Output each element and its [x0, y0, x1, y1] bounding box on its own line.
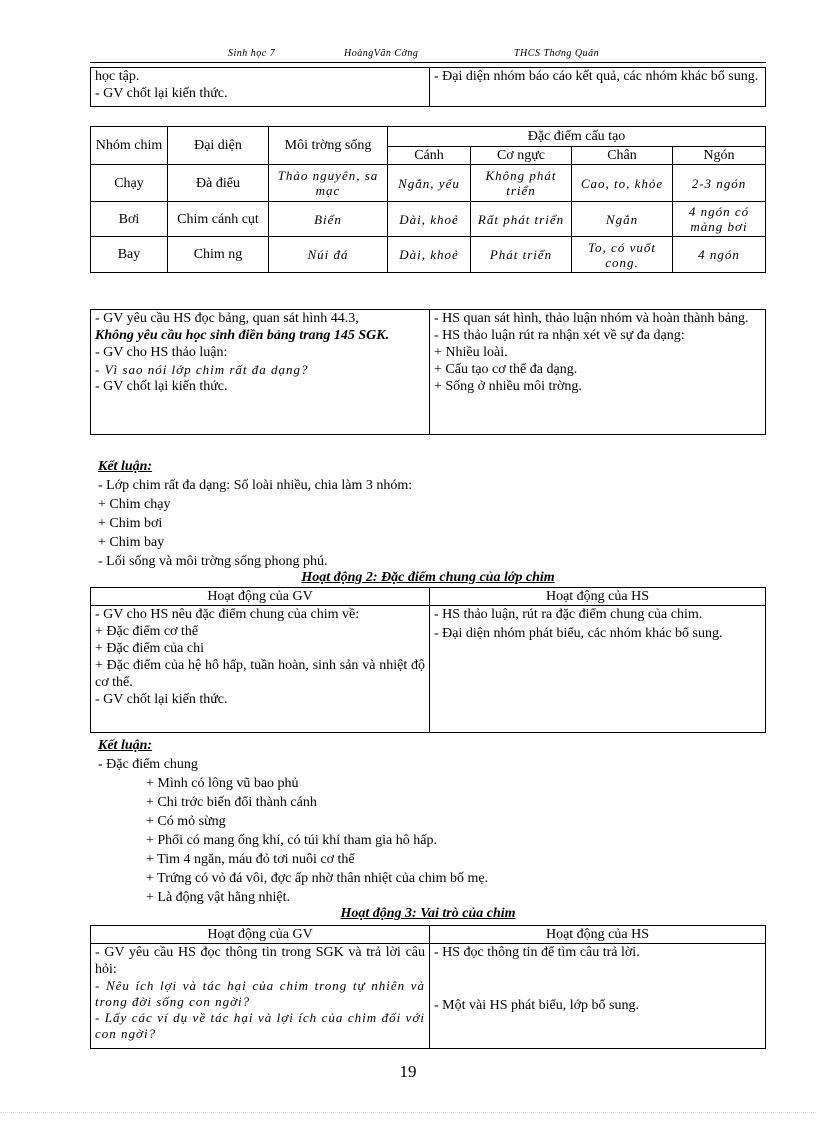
list-item: + Tim 4 ngăn, máu đỏ tơi nuôi cơ thể — [146, 852, 355, 867]
text-line: - HS thảo luận rút ra nhận xét về sự đa dạng: — [434, 328, 685, 343]
text-line: - HS quan sát hình, thảo luận nhóm và hoàn thành bảng. — [434, 311, 749, 326]
text-line: - HS đọc thông tin để tìm câu trả lời. — [434, 945, 640, 960]
activity3-table — [90, 925, 766, 1049]
text-line: + Nhiều loài. — [434, 345, 508, 360]
header-school: THCS Thơng Quán — [514, 48, 600, 59]
activity2-student-cell — [430, 606, 766, 733]
activity2-table — [90, 587, 766, 733]
col-header-toe: Ngón — [673, 147, 766, 165]
activity3-teacher-cell — [91, 944, 430, 1049]
text-line: - Đại diện nhóm phát biểu, các nhóm khác bổ sung. — [434, 626, 723, 641]
cell-rep: Chim cánh cụt — [168, 202, 269, 237]
list-item: + Có mỏ sừng — [146, 814, 226, 829]
continuation-left-line: - GV chốt lại kiến thức. — [95, 86, 228, 101]
cell-leg: Cao, to, khỏe — [572, 165, 673, 202]
cell-env: Núi đá — [269, 237, 388, 273]
question-line: - Lấy các ví dụ về tác hại và lợi ích của chim đối với con ngời? — [95, 1010, 425, 1041]
activity3-student-cell — [430, 944, 766, 1049]
activity2-title: Hoạt động 2: Đặc điểm chung của lớp chim — [301, 570, 555, 585]
col-header-gv: Hoạt động của GV — [91, 588, 430, 606]
text-line: + Cấu tạo cơ thể đa dạng. — [434, 362, 578, 377]
continuation-table — [90, 67, 766, 107]
cell-chest: Phát triển — [471, 237, 572, 273]
activity2-teacher-cell — [91, 606, 430, 733]
table-row — [91, 165, 766, 202]
cell-toe: 4 ngón — [673, 237, 766, 273]
cell-toe: 4 ngón có màng bơi — [673, 202, 766, 237]
text-line: - GV yêu cầu HS đọc bảng, quan sát hình 44.3, — [95, 311, 359, 326]
question-line: - Nêu ích lợi và tác hại của chim trong tự nhiên và trong đời sống con ngời? — [95, 978, 425, 1009]
continuation-right-cell: - Đại diện nhóm báo cáo kết quả, các nhóm khác bổ sung. — [430, 68, 766, 107]
page-header — [90, 46, 766, 63]
list-item: + Chim bơi — [98, 516, 163, 531]
col-header-group: Nhóm chim — [91, 127, 168, 165]
activity1-table — [90, 309, 766, 435]
conclusion2-intro: - Đặc điểm chung — [98, 757, 198, 772]
list-item: - Lớp chim rất đa dạng: Số loài nhiều, chia làm 3 nhóm: — [98, 478, 413, 493]
text-line: - GV cho HS nêu đặc điểm chung của chim về: — [95, 607, 360, 622]
list-item: + Trứng có vỏ đá vôi, đợc ấp nhờ thân nhiệt của chim bố mẹ. — [146, 871, 489, 886]
page-bottom-divider — [0, 1112, 816, 1113]
text-line: - GV yêu cầu HS đọc thông tin trong SGK và trả lời câu hỏi: — [95, 945, 425, 977]
col-header-rep: Đại diện — [168, 127, 269, 165]
cell-rep: Đà điểu — [168, 165, 269, 202]
table-row — [91, 202, 766, 237]
list-item: + Chim chạy — [98, 497, 171, 512]
list-item: + Chi trớc biến đổi thành cánh — [146, 795, 317, 810]
text-line: + Đặc điểm của hệ hô hấp, tuần hoàn, sinh sản và nhiệt độ cơ thể. — [95, 658, 425, 690]
cell-group: Bay — [91, 237, 168, 273]
conclusion2-list — [146, 774, 488, 907]
text-line: - Một vài HS phát biểu, lớp bổ sung. — [434, 998, 639, 1013]
text-line: + Đặc điểm cơ thể — [95, 624, 199, 639]
header-subject: Sinh học 7 — [228, 48, 276, 59]
cell-group: Chạy — [91, 165, 168, 202]
text-line: - GV chốt lại kiến thức. — [95, 692, 228, 707]
cell-wing: Dài, khoẻ — [388, 237, 471, 273]
cell-leg: To, có vuốt cong. — [572, 237, 673, 273]
col-header-leg: Chân — [572, 147, 673, 165]
cell-rep: Chim ng — [168, 237, 269, 273]
col-header-env: Môi trờng sống — [269, 127, 388, 165]
cell-group: Bơi — [91, 202, 168, 237]
text-line: + Đặc điểm của chi — [95, 641, 204, 656]
page-number: 19 — [399, 1062, 417, 1081]
col-header-gv: Hoạt động của GV — [91, 926, 430, 944]
cell-env: Thảo nguyên, sa mạc — [269, 165, 388, 202]
col-header-hs: Hoạt động của HS — [430, 588, 766, 606]
continuation-left-line: học tập. — [95, 69, 140, 84]
activity1-student-cell — [430, 310, 766, 435]
text-line: - HS thảo luận, rút ra đặc điểm chung của chim. — [434, 607, 703, 622]
cell-env: Biển — [269, 202, 388, 237]
continuation-left-cell — [91, 68, 430, 107]
col-header-chest: Cơ ngực — [471, 147, 572, 165]
activity3-title: Hoạt động 3: Vai trò của chim — [340, 906, 516, 921]
header-author: HoàngVăn Cờng — [344, 48, 419, 59]
emphasis-line: Không yêu cầu học sinh điền bảng trang 145 SGK. — [95, 328, 390, 343]
conclusion1-title: Kết luận: — [98, 459, 153, 474]
list-item: + Mình có lông vũ bao phủ — [146, 776, 299, 791]
list-item: - Lối sống và môi trờng sống phong phú. — [98, 554, 328, 569]
cell-wing: Dài, khoẻ — [388, 202, 471, 237]
text-line: + Sống ở nhiều môi trờng. — [434, 379, 582, 394]
cell-leg: Ngắn — [572, 202, 673, 237]
conclusion1 — [98, 457, 412, 571]
question-line: - Vì sao nói lớp chim rất đa dạng? — [95, 362, 309, 377]
activity1-teacher-cell — [91, 310, 430, 435]
cell-toe: 2-3 ngón — [673, 165, 766, 202]
text-line: - GV cho HS thảo luận: — [95, 345, 228, 360]
text-line: - GV chốt lại kiến thức. — [95, 379, 228, 394]
conclusion2-title: Kết luận: — [98, 738, 153, 753]
cell-wing: Ngắn, yếu — [388, 165, 471, 202]
cell-chest: Rất phát triển — [471, 202, 572, 237]
col-header-wing: Cánh — [388, 147, 471, 165]
list-item: + Là động vật hằng nhiệt. — [146, 890, 290, 905]
list-item: + Phổi có mang ống khí, có túi khí tham gia hô hấp. — [146, 833, 437, 848]
list-item: + Chim bay — [98, 535, 165, 550]
table-row — [91, 237, 766, 273]
col-header-features: Đặc điểm cấu tạo — [388, 127, 766, 147]
col-header-hs: Hoạt động của HS — [430, 926, 766, 944]
cell-chest: Không phát triển — [471, 165, 572, 202]
bird-groups-table — [90, 126, 766, 273]
